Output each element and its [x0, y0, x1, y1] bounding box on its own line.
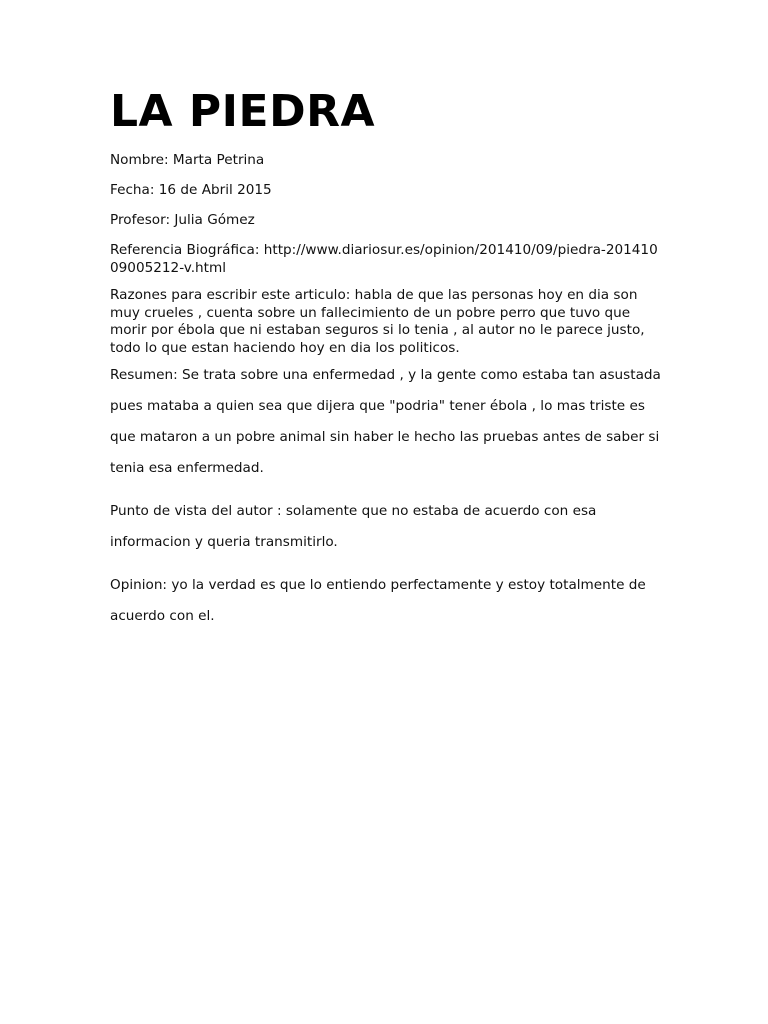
reasons-paragraph: Razones para escribir este articulo: habla de que las personas hoy en dia son muy crueles , cuenta sobre un fallecimiento de un pobre perro que tuvo que morir por ébola que ni estaban seguros si lo tenia , al autor no le parece justo, todo lo que estan haciendo hoy en dia los politicos.: [110, 287, 645, 356]
summary-paragraph: Resumen: Se trata sobre una enfermedad , y la gente como estaba tan asustada pues mataba a quien sea que dijera que "podria" tener ébola , lo mas triste es que mataron a un pobre animal sin haber le hecho las pruebas antes de saber si tenia esa enfermedad.: [110, 367, 661, 476]
author-viewpoint-paragraph: Punto de vista del autor : solamente que no estaba de acuerdo con esa informacion y queria transmitirlo.: [110, 503, 597, 550]
document-date: Fecha: 16 de Abril 2015: [110, 182, 272, 198]
author-name: Nombre: Marta Petrina: [110, 152, 265, 168]
bibliographic-reference: Referencia Biográfica: http://www.diariosur.es/opinion/201410/09/piedra-20141009005212-v.html: [110, 242, 658, 276]
opinion-paragraph: Opinion: yo la verdad es que lo entiendo perfectamente y estoy totalmente de acuerdo con el.: [110, 577, 646, 624]
document-title: LA PIEDRA: [110, 86, 376, 137]
teacher-name: Profesor: Julia Gómez: [110, 212, 255, 228]
document-body: [110, 86, 662, 644]
